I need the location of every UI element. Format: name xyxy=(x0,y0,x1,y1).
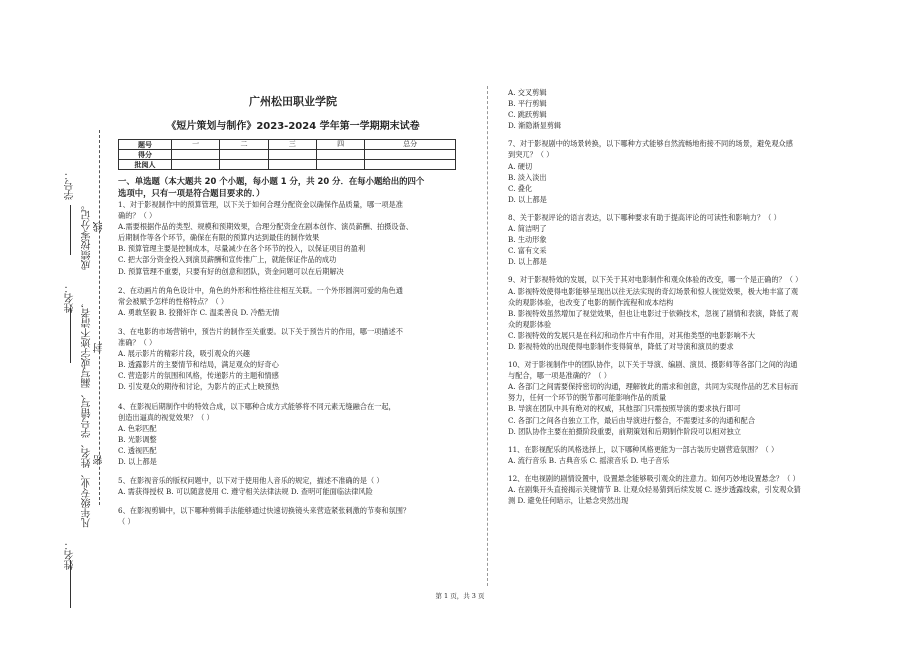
option-b: B. 淡入淡出 xyxy=(508,172,547,182)
question-12 xyxy=(508,473,848,506)
score-table-row xyxy=(119,140,456,150)
question-line: 4、在影视后期制作中的特效合成，以下哪种合成方式能够将不同元素无缝融合在一起， xyxy=(118,401,396,411)
question-line: 7、对于影视剧中的场景转换，以下哪种方式能够自然流畅地衔接不同的场景，避免观众感 xyxy=(508,139,793,149)
option-b: B. 透露影片的主要情节和结局，满足观众的好奇心 xyxy=(118,360,279,370)
score-cell[interactable] xyxy=(316,160,364,170)
left-column xyxy=(118,95,468,527)
option-a-cont: 努力，任何一个环节的脱节都可能影响作品的质量 xyxy=(508,393,667,403)
question-line: 到突兀？（ ） xyxy=(508,150,554,160)
question-line: 12、在电视剧的剧情设置中，设置悬念能够吸引观众的注意力。如何巧妙地设置悬念？（ ） xyxy=(508,473,800,483)
option-d: D. 渐隐渐显剪辑 xyxy=(508,121,562,131)
section-heading: 选项中，只有一项是符合题目要求的．） xyxy=(118,188,265,198)
score-cell[interactable] xyxy=(172,160,220,170)
option-a: A. 影视特效使得电影能够呈现出以往无法实现的奇幻场景和惊人视觉效果，极大地丰富了观 xyxy=(508,286,799,296)
seal-mark-line: 线 xyxy=(94,222,105,232)
question-line: 5、在影视音乐的版权问题中，以下对于使用他人音乐的规定，描述不准确的是（ ） xyxy=(118,476,384,486)
option-line: A. 需获得授权 B. 可以随意使用 C. 遵守相关法律法规 D. 查明可能面临法律风险 xyxy=(118,487,373,497)
option-d: D. 以上都是 xyxy=(508,194,547,204)
score-col-3: 三 xyxy=(268,140,316,150)
right-column xyxy=(508,87,848,506)
option-c: C. 影视特效的发展只是在科幻和动作片中有作用，对其他类型的电影影响不大 xyxy=(508,330,756,340)
option-a: A.需要根据作品的类型、规模和预期效果，合理分配资金在剧本创作、演员薪酬、拍摄设备、 xyxy=(118,222,413,232)
question-2 xyxy=(118,285,468,318)
option-b: B. 预算管理主要是控制成本，尽量减少在各个环节的投入，以保证项目的盈利 xyxy=(118,244,366,254)
option-d: D. 以上都是 xyxy=(118,456,157,466)
question-line: 1、对于影视制作中的预算管理，以下关于如何合理分配资金以确保作品质量，哪一项是准 xyxy=(118,200,403,209)
name-field-line xyxy=(70,308,71,363)
option-b: B. 影视特效虽然增加了视觉效果，但也让电影过于依赖技术，忽视了剧情和表演，降低了观 xyxy=(508,308,799,318)
student-id-field-line xyxy=(70,205,71,255)
question-11 xyxy=(508,444,848,466)
score-table-row xyxy=(119,160,456,170)
column-divider xyxy=(487,86,488,586)
question-1 xyxy=(118,199,468,277)
question-5 xyxy=(118,475,468,497)
school-name: 广州松田职业学院 xyxy=(249,95,337,108)
question-3 xyxy=(118,326,468,393)
option-a-cont: 众的观影体验，也改变了电影的制作流程和成本结构 xyxy=(508,297,674,307)
question-line: 9、对于影视特效的发展，以下关于其对电影制作和观众体验的改变，哪一个是正确的？（ ） xyxy=(508,275,803,285)
option-a: A. 各部门之间需要保持密切的沟通，理解彼此的需求和创意，共同为实现作品的艺术目标而 xyxy=(508,382,799,392)
score-col-4: 四 xyxy=(316,140,364,150)
option-line: 测 D. 避免任何暗示，让悬念突然出现 xyxy=(508,496,629,506)
question-6-options xyxy=(508,87,848,131)
option-b: B. 生动形象 xyxy=(508,235,547,245)
binding-margin xyxy=(0,0,105,651)
score-cell[interactable] xyxy=(220,150,268,160)
score-row-label: 批阅人 xyxy=(119,160,172,170)
seal-mark-secret: 密 xyxy=(94,455,105,465)
question-7 xyxy=(508,138,848,205)
score-cell[interactable] xyxy=(220,160,268,170)
option-line: A. 勇敢坚毅 B. 狡猾奸诈 C. 温柔善良 D. 冷酷无情 xyxy=(118,307,280,317)
option-d: D. 预算管理不重要，只要有好的创意和团队，资金问题可以在后期解决 xyxy=(118,266,344,276)
score-cell[interactable] xyxy=(365,160,456,170)
score-table xyxy=(118,139,456,170)
notice-line-2: 凡年级专业、姓名、学号错写、漏写或字迹不清者， xyxy=(82,298,93,528)
option-c: C. 营造影片的氛围和风格，传递影片的主题和情感 xyxy=(118,371,279,381)
question-4 xyxy=(118,401,468,468)
question-line: 准确？（ ） xyxy=(118,338,157,348)
option-a: A. 硬切 xyxy=(508,161,533,171)
score-row-label: 题号 xyxy=(119,140,172,150)
question-line: 与配合，哪一项是准确的？（ ） xyxy=(508,371,611,381)
name-field-line-2 xyxy=(70,560,71,608)
question-line: 创造出逼真的视觉效果？（ ） xyxy=(118,412,214,422)
score-cell[interactable] xyxy=(268,160,316,170)
score-cell[interactable] xyxy=(172,150,220,160)
question-line: 3、在电影的市场营销中，预告片的制作至关重要。以下关于预告片的作用，哪一项描述不 xyxy=(118,326,403,336)
option-b: B. 导演在团队中具有绝对的权威，其他部门只需按照导演的要求执行即可 xyxy=(508,404,741,414)
score-row-label: 得分 xyxy=(119,150,172,160)
option-a: A. 交叉剪辑 xyxy=(508,88,547,97)
score-col-2: 二 xyxy=(220,140,268,150)
option-b: B. 光影调整 xyxy=(118,434,157,444)
question-line: 10、对于影视制作中的团队协作，以下关于导演、编剧、演员、摄影师等各部门之间的沟通 xyxy=(508,360,798,370)
option-c: C. 富有文采 xyxy=(508,246,547,256)
question-line: 确的？（ ） xyxy=(118,211,157,221)
question-line: 11、在影视配乐的风格选择上，以下哪种风格更能为一部古装历史剧营造氛围？（ ） xyxy=(508,444,779,454)
option-d: D. 引发观众的期待和讨论，为影片的正式上映预热 xyxy=(118,382,280,392)
question-line: （ ） xyxy=(118,517,135,527)
seal-mark-seal: 封 xyxy=(94,343,105,353)
score-cell[interactable] xyxy=(316,150,364,160)
notice-line: 成绩按零分记。 xyxy=(82,200,93,270)
option-d: D. 影视特效的出现使得电影制作变得简单，降低了对导演和演员的要求 xyxy=(508,341,734,351)
option-line: A. 流行音乐 B. 古典音乐 C. 摇滚音乐 D. 电子音乐 xyxy=(508,455,670,465)
page-footer: 第 1 页，共 3 页 xyxy=(435,592,485,600)
score-cell[interactable] xyxy=(365,150,456,160)
option-c: C. 叠化 xyxy=(508,183,533,193)
option-a: A. 展示影片的精彩片段，吸引观众的兴趣 xyxy=(118,349,250,359)
option-a: A. 色彩匹配 xyxy=(118,423,157,433)
option-c: C. 各部门之间各自独立工作，最后由导演进行整合，不需要过多的沟通和配合 xyxy=(508,415,756,425)
option-line: A. 在剧集开头直接揭示关键情节 B. 让观众轻易猜到后续发展 C. 逐步透露线索，引发观众猜 xyxy=(508,485,801,494)
option-c: C. 透视匹配 xyxy=(118,445,157,455)
question-6 xyxy=(118,505,468,527)
option-b: B. 平行剪辑 xyxy=(508,99,547,109)
option-d: D. 以上都是 xyxy=(508,257,547,267)
score-col-1: 一 xyxy=(172,140,220,150)
score-cell[interactable] xyxy=(268,150,316,160)
option-d: D. 团队协作主要在拍摄阶段重要，前期策划和后期制作阶段可以相对独立 xyxy=(508,426,741,436)
question-line: 常会被赋予怎样的性格特点？（ ） xyxy=(118,296,229,306)
student-id-label: 学号： xyxy=(65,170,76,200)
name-label: 姓名： xyxy=(65,283,76,313)
section-heading: 一、单选题（本大题共 20 个小题，每小题 1 分，共 20 分．在每小题给出的四个 xyxy=(118,176,425,186)
seal-dash-line xyxy=(99,130,100,505)
question-line: 8、关于影视评论的语言表达，以下哪种要求有助于提高评论的可读性和影响力？（ ） xyxy=(508,212,781,222)
question-8 xyxy=(508,212,848,267)
score-table-row xyxy=(119,150,456,160)
question-line: 6、在影视剪辑中，以下哪种剪辑手法能够通过快速切换镜头来营造紧张刺激的节奏和氛围？ xyxy=(118,506,411,516)
exam-title: 《短片策划与制作》2023-2024 学年第一学期期末试卷 xyxy=(166,121,420,132)
option-a-cont: 后期制作等各个环节，确保在有限的预算内达到最佳的制作效果 xyxy=(118,233,320,243)
question-10 xyxy=(508,359,848,437)
option-c: C. 把大部分资金投入到演员薪酬和宣传推广上，就能保证作品的成功 xyxy=(118,255,337,265)
score-col-total: 总分 xyxy=(365,140,456,150)
option-c: C. 跳跃剪辑 xyxy=(508,110,547,120)
question-line: 2、在动画片的角色设计中，角色的外形和性格往往相互关联。一个外形圆润可爱的角色通 xyxy=(118,285,403,295)
option-a: A. 简洁明了 xyxy=(508,224,547,234)
option-b-cont: 众的观影体验 xyxy=(508,319,552,329)
name-label-2: 姓名： xyxy=(65,540,76,570)
question-9 xyxy=(508,274,848,352)
